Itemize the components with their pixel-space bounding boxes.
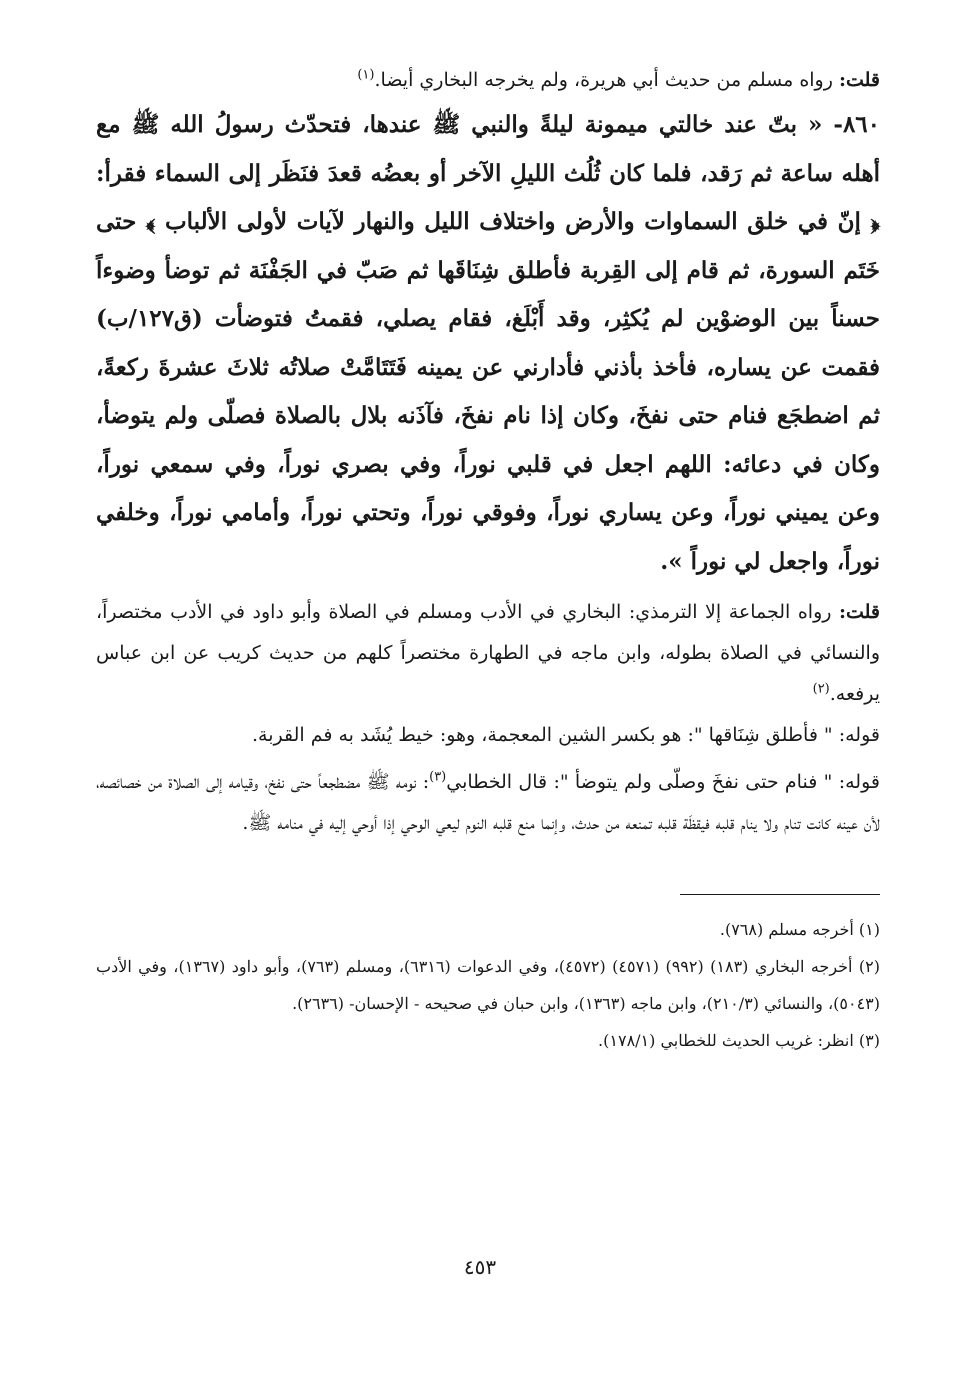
footnote-ref-2[interactable]: (٢) [812, 681, 830, 697]
footnote-1: (١) أخرجه مسلم (٧٦٨). [719, 920, 880, 939]
footnote-ref-3[interactable]: (٣) [429, 769, 447, 785]
gloss-text: قوله: " فنام حتى نفخَ وصلّى ولم يتوضأ ": قال الخطابي [446, 771, 880, 793]
footnotes [96, 911, 880, 1059]
commentary-text: رواه الجماعة إلا الترمذي: البخاري في الأدب ومسلم في الصلاة وأبو داود في الأدب مختصراً، والنسائي في الصلاة بطوله، وابن ماجه في الطهارة مختصراً كلهم من حديث كريب عن ابن عباس يرفعه. [96, 601, 880, 705]
page-number: ٤٥٣ [463, 1255, 497, 1279]
gloss-khattabi [96, 762, 880, 844]
footnote-divider [680, 894, 880, 895]
footnote-2: (٢) أخرجه البخاري (١٨٣) (٩٩٢) (٤٥٧١) (٤٥٧٢)، وفي الدعوات (٦٣١٦)، ومسلم (٧٦٣)، وأبو داود (١٣٦٧)، وفي الأدب (٥٠٤٣)، والنسائي (٢١٠/٣)، وابن ماجه (١٣٦٣)، وابن حبان في صحيحه - الإحسان- (٢٦٣٦). [96, 957, 880, 1013]
qult-label: قلت: [838, 601, 880, 623]
gloss-shinaq: قوله: " فأطلق شِنَاقها ": هو بكسر الشين المعجمة، وهو: خيط يُشَد به فم القربة. [252, 724, 880, 746]
commentary-note-2 [96, 592, 880, 715]
hadith-860: ٨٦٠- « بتّ عند خالتي ميمونة ليلةً والنبي ﷺ عندها، فتحدّث رسولُ الله ﷺ مع أهله ساعة ثم رَقد، فلما كان ثُلُث الليلِ الآخر أو بعضُه قعدَ فنَظَر إلى السماء فقرأ: ﴿ إنّ في خلق السماوات والأرض واختلاف الليل والنهار لآيات لأولى الألباب ﴾ حتى خَتَم السورة، ثم قام إلى القِربة فأطلق شِنَاقَها ثم صَبّ في الجَفْنَة ثم توضأ وضوءاً حسناً بين الوضوْين لم يُكثِر، وقد أَبْلَغ، فقام يصلي، فقمتُ فتوضأت (ق١٢٧/ب) فقمت عن يساره، فأخذ بأذني فأدارني عن يمينه فَتَتَامَّتْ صلاتُه ثلاثَ عشرةَ ركعةً، ثم اضطجَع فنام حتى نفخَ، وكان إذا نام نفخَ، فآذَنه بلال بالصلاة فصلّى ولم يتوضأ، وكان في دعائه: اللهم اجعل في قلبي نوراً، وفي بصري نوراً، وفي سمعي نوراً، وعن يميني نوراً، وعن يساري نوراً، وفوقي نوراً، وتحتي نوراً، وأمامي نوراً، وخلفي نوراً، واجعل لي نوراً ». [96, 111, 880, 575]
footnote-ref-1[interactable]: (١) [357, 67, 375, 83]
footnote-3: (٣) انظر: غريب الحديث للخطابي (١٧٨/١). [598, 1031, 880, 1050]
commentary-text: رواه مسلم من حديث أبي هريرة، ولم يخرجه البخاري أيضا. [374, 69, 833, 91]
gloss-text: : نومه ﷺ مضطجعاً حتى نفخ، وقيامه إلى الصلاة من خصائصه، لأن عينه كانت تنام ولا ينام قلبه فيقظَة قلبه تمنعه من حدث، وإنما منع قلبه النوم ليعي الوحي إذا أوحي إليه في منامه ﷺ. [96, 771, 880, 834]
commentary-note-1 [96, 60, 880, 101]
qult-label: قلت: [838, 69, 880, 91]
page-content [96, 60, 880, 1059]
